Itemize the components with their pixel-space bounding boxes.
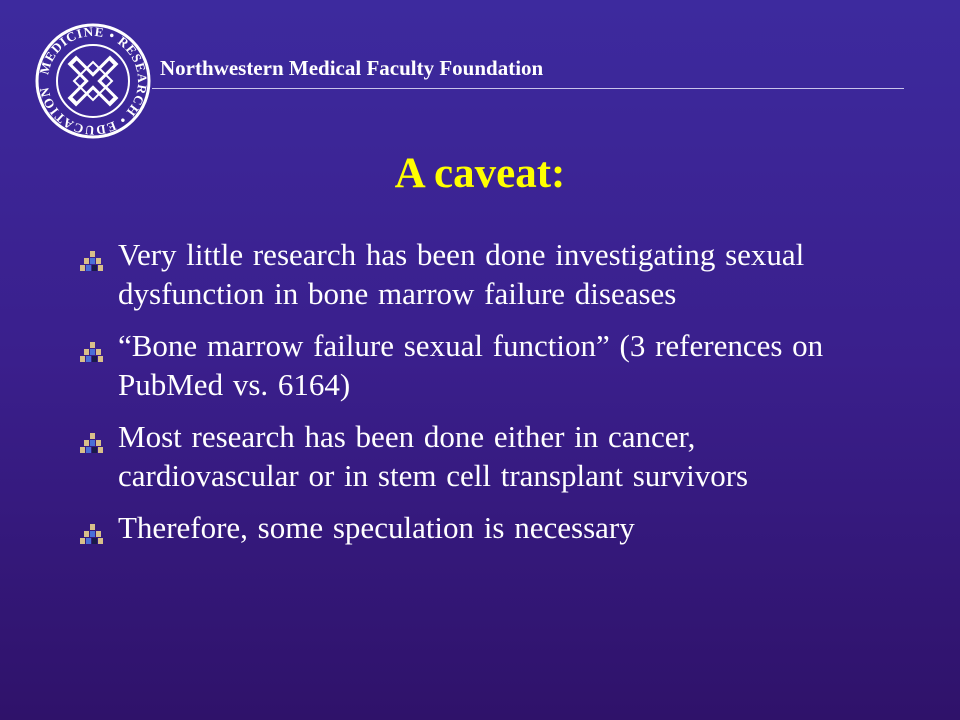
bullet-item (80, 326, 880, 404)
stepped-blocks-bullet-icon (80, 335, 106, 359)
bullet-list (80, 235, 880, 560)
bullet-item (80, 508, 880, 547)
slide-title: A caveat: (394, 150, 566, 197)
bullet-text: Very little research has been done investigating sexual dysfunction in bone marrow failure diseases (118, 237, 805, 311)
stepped-blocks-bullet-icon (80, 517, 106, 541)
org-name: Northwestern Medical Faculty Foundation (160, 56, 544, 80)
bullet-item (80, 235, 880, 313)
header-divider (152, 88, 904, 89)
stepped-blocks-bullet-icon (80, 244, 106, 268)
bullet-text: Therefore, some speculation is necessary (118, 510, 635, 545)
bullet-text: Most research has been done either in cancer, cardiovascular or in stem cell transplant survivors (118, 419, 749, 493)
logo-ring-text: MEDICINE • RESEARCH • EDUCATION (36, 23, 151, 139)
bullet-text: “Bone marrow failure sexual function” (3 references on PubMed vs. 6164) (118, 328, 824, 402)
nmff-logo-icon (34, 22, 152, 140)
stepped-blocks-bullet-icon (80, 426, 106, 450)
bullet-item (80, 417, 880, 495)
